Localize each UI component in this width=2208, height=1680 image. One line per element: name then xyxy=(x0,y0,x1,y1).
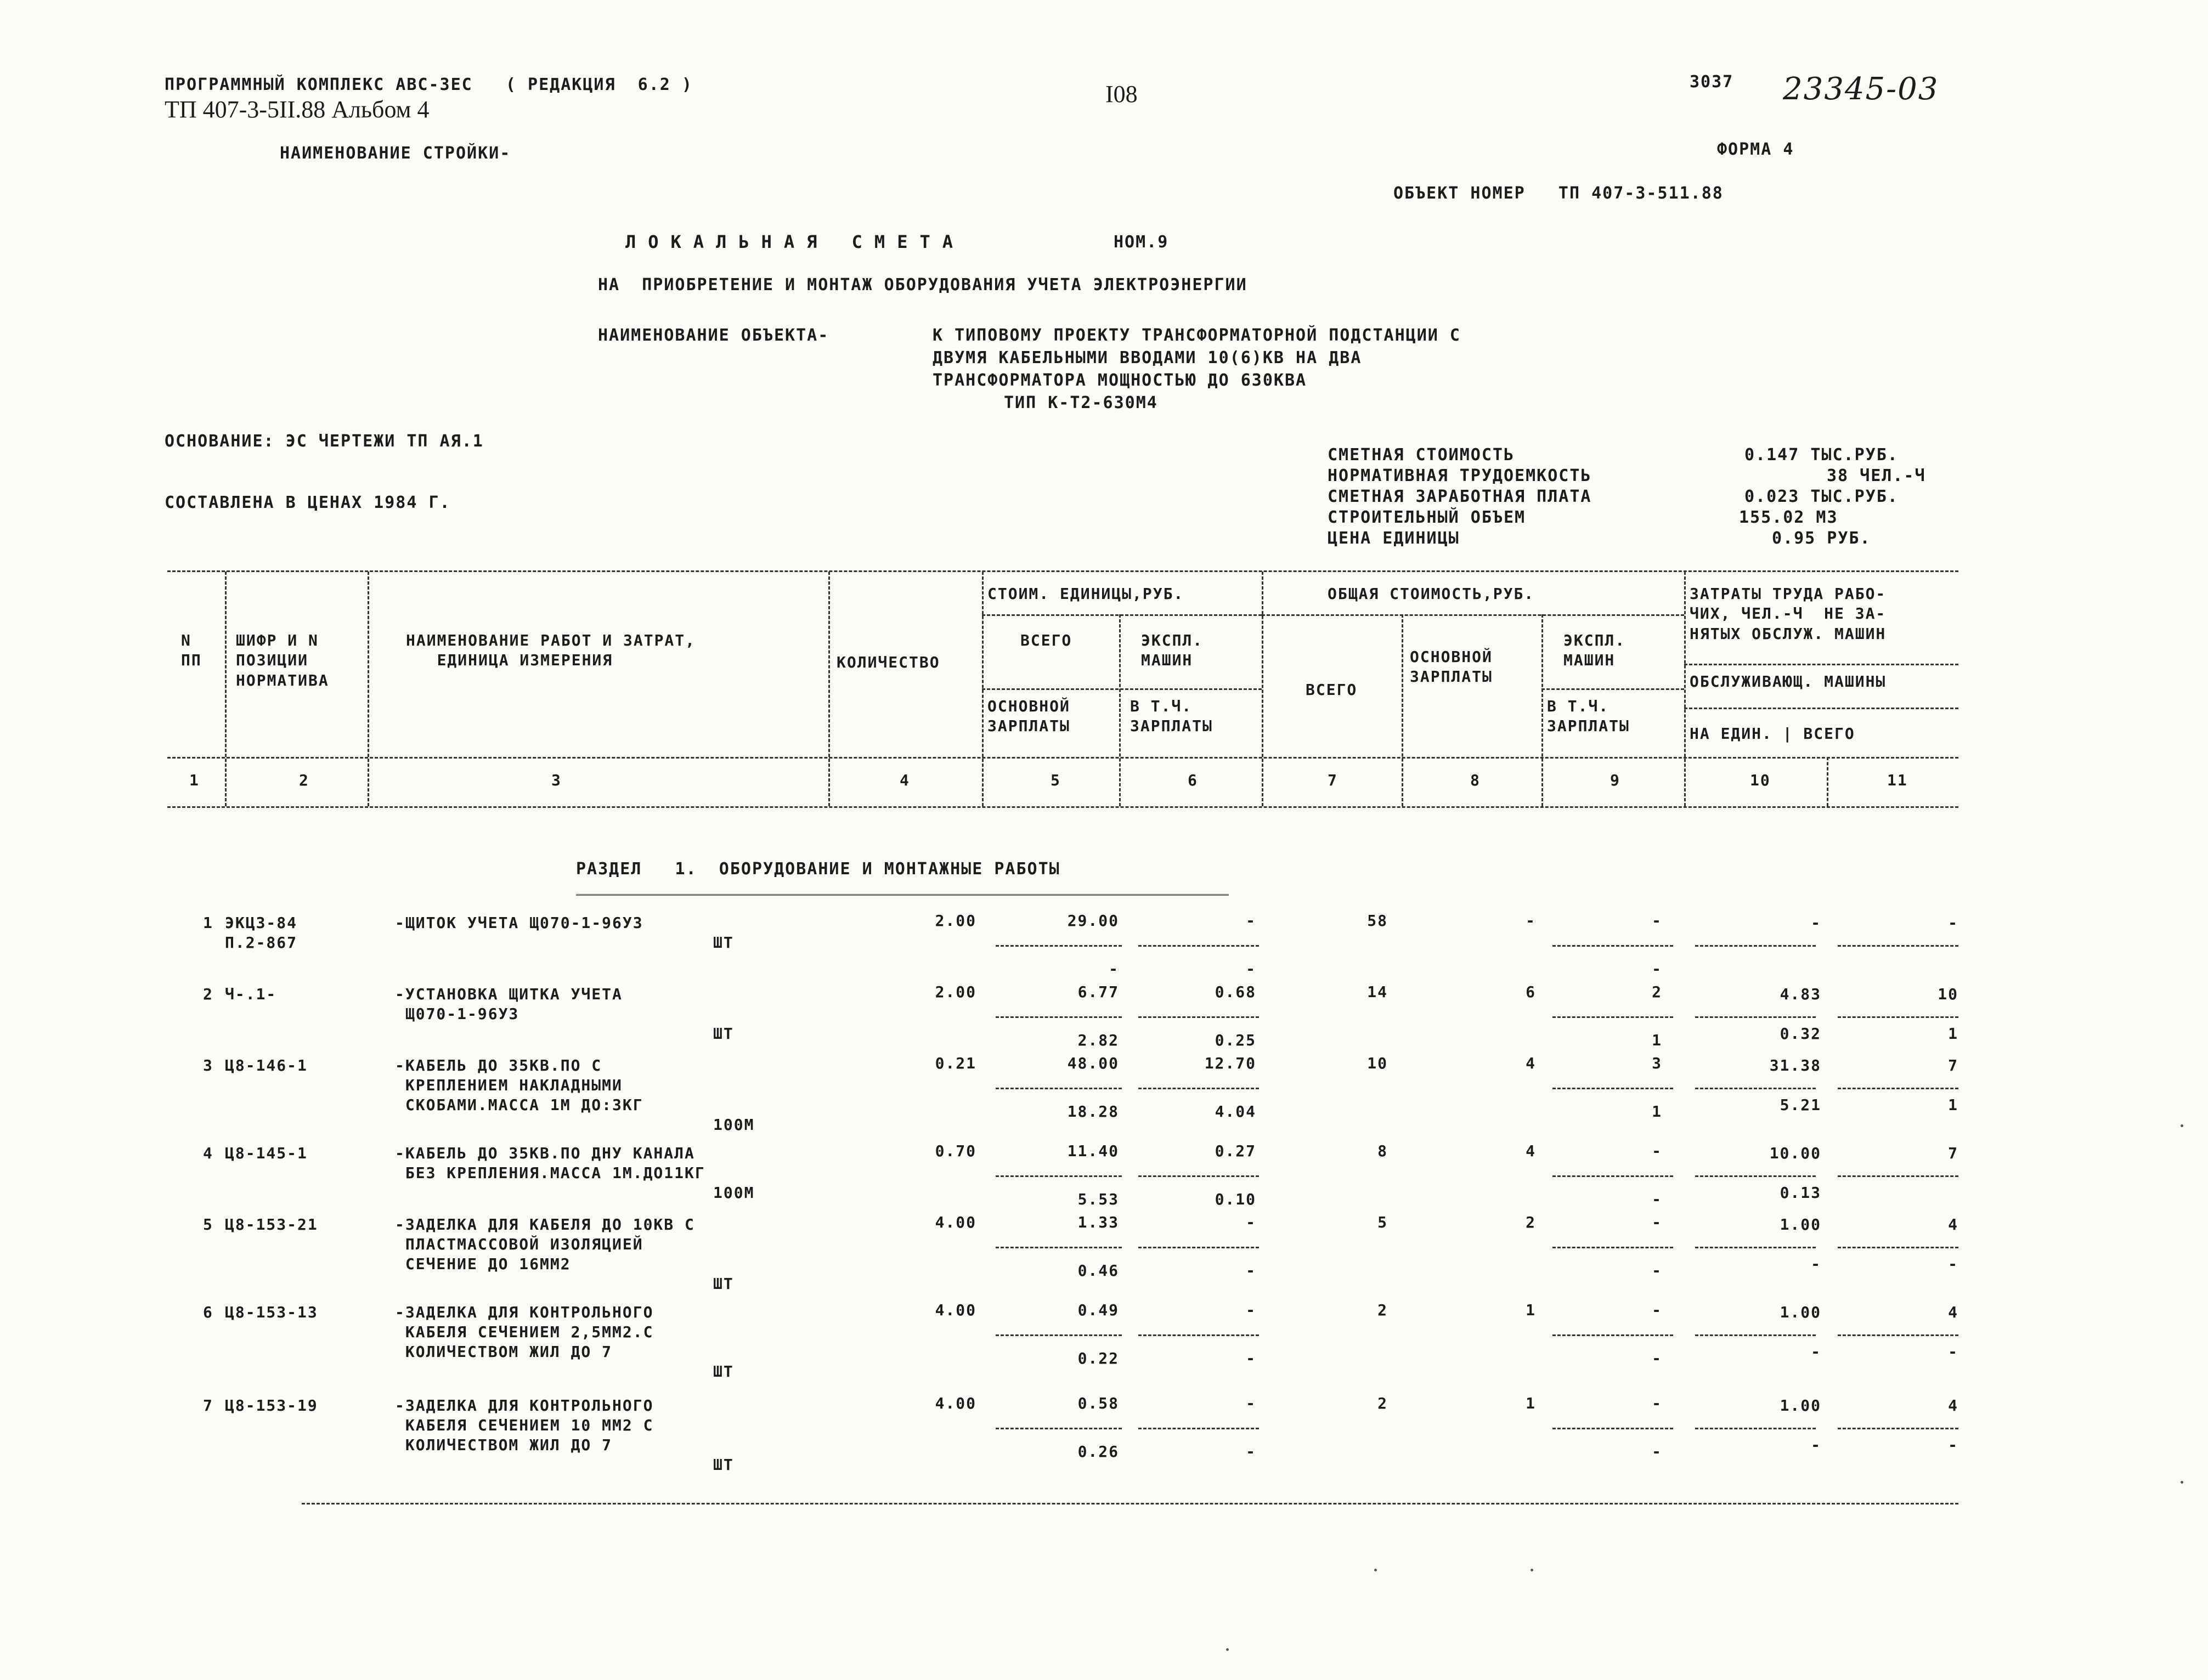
row-unit: ШТ xyxy=(713,1025,734,1043)
row-labor-unit: 31.38 5.21 xyxy=(1769,1056,1821,1114)
row-subrule xyxy=(996,1088,1122,1089)
object-line-2: ДВУМЯ КАБЕЛЬНЫМИ ВВОДАМИ 10(6)КВ НА ДВА xyxy=(933,348,1362,367)
doc-title: ЛОКАЛЬНАЯ СМЕТА xyxy=(625,231,965,252)
row-osn: 2 xyxy=(1526,1213,1536,1231)
th-labor-obsl: ОБСЛУЖИВАЮЩ. МАШИНЫ xyxy=(1690,672,1887,691)
colnum-3: 3 xyxy=(551,771,562,789)
row-name: -ЗАДЕЛКА ДЛЯ КАБЕЛЯ ДО 10КВ С ПЛАСТМАССОВОЙ ИЗОЛЯЦИЕЙ СЕЧЕНИЕ ДО 16ММ2 xyxy=(395,1215,695,1273)
row-price-mach: 12.70 xyxy=(1204,1054,1256,1072)
row-labor-unit: 10.00 0.13 xyxy=(1769,1144,1821,1202)
row-mach: 2 xyxy=(1652,983,1662,1001)
row-total: 14 xyxy=(1367,983,1388,1001)
row-labor-unit: - xyxy=(1811,914,1821,932)
row-price-all: 48.00 xyxy=(1067,1054,1119,1072)
row-number: 6 xyxy=(203,1303,213,1321)
th-total-ekspl: ЭКСПЛ. МАШИН xyxy=(1563,631,1626,670)
row-subrule xyxy=(1138,1247,1259,1248)
construction-name-label: НАИМЕНОВАНИЕ СТРОЙКИ- xyxy=(280,144,511,163)
row-labor-unit: 1.00 - xyxy=(1780,1215,1821,1273)
row-price-mach-zp: - xyxy=(1246,960,1256,978)
colnum-9: 9 xyxy=(1610,771,1620,789)
row-name: -ЩИТОК УЧЕТА Щ070-1-96У3 xyxy=(395,914,643,932)
row-unit: 100М xyxy=(713,1184,755,1202)
unit-cost-subrule2 xyxy=(982,688,1262,690)
th-total-osn: ОСНОВНОЙ ЗАРПЛАТЫ xyxy=(1410,648,1493,686)
th-labor-edin: НА ЕДИН. | ВСЕГО xyxy=(1690,725,1855,743)
row-unit: 100М xyxy=(713,1116,755,1134)
row-unit: ШТ xyxy=(713,1362,734,1381)
row-price-mach-zp: 0.10 xyxy=(1215,1190,1256,1208)
th-unit-ekspl: ЭКСПЛ. МАШИН xyxy=(1141,631,1204,670)
form-label: ФОРМА 4 xyxy=(1717,140,1794,159)
row-mach: 3 xyxy=(1652,1054,1662,1072)
row-total: 2 xyxy=(1377,1301,1388,1319)
row-price-mach: 0.27 xyxy=(1215,1142,1256,1160)
album-label: ТП 407-3-5II.88 Альбом 4 xyxy=(165,96,430,123)
th-total-vsego: ВСЕГО xyxy=(1306,681,1358,699)
row-osn: 1 xyxy=(1526,1394,1536,1412)
scan-speck xyxy=(1374,1569,1377,1571)
row-subrule xyxy=(1138,1428,1259,1429)
summary-value-5: 0.95 РУБ. xyxy=(1772,529,1871,548)
row-subrule xyxy=(1138,1334,1259,1336)
row-price-osn: 0.26 xyxy=(1077,1443,1119,1461)
th-unit-cost: СТОИМ. ЕДИНИЦЫ,РУБ. xyxy=(987,585,1184,603)
row-subrule xyxy=(996,945,1122,947)
table-top-rule xyxy=(167,570,1958,572)
row-qty: 0.70 xyxy=(935,1142,976,1160)
row-price-all: 1.33 xyxy=(1077,1213,1119,1231)
row-price-mach-zp: - xyxy=(1246,1443,1256,1461)
row-unit: ШТ xyxy=(713,1275,734,1293)
row-price-mach-zp: - xyxy=(1246,1262,1256,1280)
scan-speck xyxy=(1531,1569,1533,1571)
section-underline xyxy=(576,894,1229,896)
row-code: ЭКЦ3-84 П.2-867 xyxy=(225,914,298,952)
col-sep xyxy=(1684,572,1686,806)
row-osn: 1 xyxy=(1526,1301,1536,1319)
scan-speck xyxy=(1226,1648,1229,1651)
row-subrule xyxy=(1138,945,1259,947)
row-price-mach: 0.68 xyxy=(1215,983,1256,1001)
object-line-1: К ТИПОВОМУ ПРОЕКТУ ТРАНСФОРМАТОРНОЙ ПОДСТАНЦИИ С xyxy=(933,326,1461,345)
summary-value-1: 0.147 ТЫС.РУБ. xyxy=(1744,445,1899,465)
row-subrule xyxy=(1552,1088,1673,1089)
section-title: РАЗДЕЛ 1. ОБОРУДОВАНИЕ И МОНТАЖНЫЕ РАБОТЫ xyxy=(576,859,1060,879)
row-subrule xyxy=(1552,945,1673,947)
row-price-all: 29.00 xyxy=(1067,912,1119,930)
row-labor-all: 4 - xyxy=(1948,1215,1958,1273)
row-price-all: 6.77 xyxy=(1077,983,1119,1001)
row-total: 5 xyxy=(1377,1213,1388,1231)
row-subrule xyxy=(996,1428,1122,1429)
row-osn: 6 xyxy=(1526,983,1536,1001)
summary-label-5: ЦЕНА ЕДИНИЦЫ xyxy=(1328,529,1460,548)
row-subrule xyxy=(996,1175,1122,1177)
unit-cost-subrule xyxy=(982,614,1262,616)
th-unit-vtch: В Т.Ч. ЗАРПЛАТЫ xyxy=(1130,697,1213,736)
row-labor-all: 7 xyxy=(1948,1144,1958,1162)
colnum-11: 11 xyxy=(1887,771,1908,789)
row-price-all: 0.49 xyxy=(1077,1301,1119,1319)
row-mach: - xyxy=(1652,1301,1662,1319)
row-name: -КАБЕЛЬ ДО 35КВ.ПО ДНУ КАНАЛА БЕЗ КРЕПЛЕНИЯ.МАССА 1М.ДО11КГ xyxy=(395,1144,705,1182)
row-mach-zp: 1 xyxy=(1652,1031,1662,1049)
row-mach-zp: - xyxy=(1652,1190,1662,1208)
row-name: -УСТАНОВКА ЩИТКА УЧЕТА Щ070-1-96У3 xyxy=(395,985,623,1023)
th-unit-vsego: ВСЕГО xyxy=(1020,631,1072,649)
summary-value-3: 0.023 ТЫС.РУБ. xyxy=(1744,487,1899,506)
colnum-8: 8 xyxy=(1470,771,1481,789)
col-sep xyxy=(1262,572,1263,806)
total-cost-subrule2 xyxy=(1541,688,1684,690)
row-number: 1 xyxy=(203,914,213,932)
row-number: 2 xyxy=(203,985,213,1003)
col-sep xyxy=(368,572,369,806)
colnum-6: 6 xyxy=(1188,771,1198,789)
row-qty: 0.21 xyxy=(935,1054,976,1072)
col-sep xyxy=(1402,614,1403,806)
row-subrule xyxy=(1695,945,1816,947)
row-subrule xyxy=(996,1247,1122,1248)
basis: ОСНОВАНИЕ: ЭС ЧЕРТЕЖИ ТП АЯ.1 xyxy=(165,432,484,451)
row-name: -ЗАДЕЛКА ДЛЯ КОНТРОЛЬНОГО КАБЕЛЯ СЕЧЕНИЕМ 2,5ММ2.С КОЛИЧЕСТВОМ ЖИЛ ДО 7 xyxy=(395,1303,654,1361)
row-subrule xyxy=(1552,1428,1673,1429)
printed-code: 3037 xyxy=(1690,72,1734,92)
col-sep xyxy=(1119,614,1121,806)
row-code: Ц8-153-13 xyxy=(225,1303,318,1321)
row-price-mach: - xyxy=(1246,1394,1256,1412)
object-name-label: НАИМЕНОВАНИЕ ОБЪЕКТА- xyxy=(598,326,829,345)
row-mach-zp: - xyxy=(1652,1349,1662,1367)
row-subrule xyxy=(1552,1247,1673,1248)
object-line-4: ТИП К-Т2-630М4 xyxy=(1004,393,1158,412)
row-subrule xyxy=(1138,1175,1259,1177)
row-qty: 2.00 xyxy=(935,983,976,1001)
row-number: 4 xyxy=(203,1144,213,1162)
row-price-all: 11.40 xyxy=(1067,1142,1119,1160)
row-name: -КАБЕЛЬ ДО 35КВ.ПО С КРЕПЛЕНИЕМ НАКЛАДНЫМИ СКОБАМИ.МАССА 1М ДО:3КГ xyxy=(395,1056,643,1114)
col-sep xyxy=(225,572,227,806)
row-labor-all: 4 - xyxy=(1948,1303,1958,1361)
col-sep xyxy=(1541,614,1543,806)
row-number: 7 xyxy=(203,1396,213,1415)
th-qty: КОЛИЧЕСТВО xyxy=(837,653,940,671)
row-labor-all: 10 1 xyxy=(1938,985,1958,1043)
row-code: Ч-.1- xyxy=(225,985,277,1003)
object-line-3: ТРАНСФОРМАТОРА МОЩНОСТЬЮ ДО 630КВА xyxy=(933,371,1307,390)
row-subrule xyxy=(1552,1334,1673,1336)
th-labor: ЗАТРАТЫ ТРУДА РАБО- ЧИХ, ЧЕЛ.-Ч НЕ ЗА- НЯТЫХ ОБСЛУЖ. МАШИН xyxy=(1690,585,1887,643)
summary-value-2: 38 ЧЕЛ.-Ч xyxy=(1827,466,1926,485)
table-colnum-rule-top xyxy=(167,757,1958,759)
row-subrule xyxy=(996,1016,1122,1018)
th-total-vtch: В Т.Ч. ЗАРПЛАТЫ xyxy=(1547,697,1630,736)
table-colnum-rule-bottom xyxy=(167,806,1958,808)
row-total: 58 xyxy=(1367,912,1388,930)
colnum-7: 7 xyxy=(1328,771,1338,789)
summary-label-3: СМЕТНАЯ ЗАРАБОТНАЯ ПЛАТА xyxy=(1328,487,1592,506)
labor-subrule2 xyxy=(1684,708,1958,709)
scan-speck xyxy=(2181,1481,2183,1484)
row-price-osn: - xyxy=(1109,960,1119,978)
total-cost-subrule xyxy=(1262,614,1684,616)
row-labor-all: 7 1 xyxy=(1948,1056,1958,1114)
row-price-osn: 0.46 xyxy=(1077,1262,1119,1280)
row-price-osn: 5.53 xyxy=(1077,1190,1119,1208)
summary-label-4: СТРОИТЕЛЬНЫЙ ОБЪЕМ xyxy=(1328,508,1526,527)
row-labor-unit: 1.00 - xyxy=(1780,1303,1821,1361)
software-label: ПРОГРАММНЫЙ КОМПЛЕКС АВС-3ЕС ( РЕДАКЦИЯ 6.2 ) xyxy=(165,75,693,94)
prices-year: СОСТАВЛЕНА В ЦЕНАХ 1984 Г. xyxy=(165,493,451,512)
row-price-mach-zp: - xyxy=(1246,1349,1256,1367)
row-price-mach: - xyxy=(1246,1301,1256,1319)
th-name: НАИМЕНОВАНИЕ РАБОТ И ЗАТРАТ, ЕДИНИЦА ИЗМЕРЕНИЯ xyxy=(406,631,696,670)
row-name: -ЗАДЕЛКА ДЛЯ КОНТРОЛЬНОГО КАБЕЛЯ СЕЧЕНИЕМ 10 ММ2 С КОЛИЧЕСТВОМ ЖИЛ ДО 7 xyxy=(395,1396,654,1454)
row-qty: 4.00 xyxy=(935,1301,976,1319)
row-price-mach: - xyxy=(1246,1213,1256,1231)
row-osn: 4 xyxy=(1526,1142,1536,1160)
th-code: ШИФР И N ПОЗИЦИИ НОРМАТИВА xyxy=(236,631,329,689)
th-n: N ПП xyxy=(181,631,202,670)
row-mach-zp: 1 xyxy=(1652,1102,1662,1121)
summary-value-4: 155.02 М3 xyxy=(1739,508,1838,527)
row-mach-zp: - xyxy=(1652,1443,1662,1461)
labor-subrule xyxy=(1684,664,1958,665)
row-osn: - xyxy=(1526,912,1536,930)
row-subrule xyxy=(996,1334,1122,1336)
table-bottom-rule xyxy=(302,1503,1958,1504)
row-price-osn: 2.82 xyxy=(1077,1031,1119,1049)
colnum-4: 4 xyxy=(900,771,910,789)
colnum-2: 2 xyxy=(299,771,309,789)
col-sep xyxy=(1827,757,1828,806)
colnum-5: 5 xyxy=(1051,771,1061,789)
row-osn: 4 xyxy=(1526,1054,1536,1072)
doc-number: НОМ.9 xyxy=(1114,233,1169,252)
page-number: I08 xyxy=(1105,81,1138,108)
row-labor-all: 4 - xyxy=(1948,1396,1958,1454)
row-number: 3 xyxy=(203,1056,213,1074)
row-subrule xyxy=(1138,1016,1259,1018)
row-code: Ц8-145-1 xyxy=(225,1144,308,1162)
row-subrule xyxy=(1838,945,1958,947)
row-qty: 4.00 xyxy=(935,1213,976,1231)
row-mach-zp: - xyxy=(1652,1262,1662,1280)
row-mach: - xyxy=(1652,1394,1662,1412)
object-number: ОБЪЕКТ НОМЕР ТП 407-3-511.88 xyxy=(1393,184,1724,203)
row-price-osn: 18.28 xyxy=(1067,1102,1119,1121)
row-code: Ц8-146-1 xyxy=(225,1056,308,1074)
row-code: Ц8-153-21 xyxy=(225,1215,318,1234)
row-qty: 4.00 xyxy=(935,1394,976,1412)
summary-label-1: СМЕТНАЯ СТОИМОСТЬ xyxy=(1328,445,1515,465)
row-price-mach: - xyxy=(1246,912,1256,930)
row-mach: - xyxy=(1652,912,1662,930)
row-price-mach-zp: 0.25 xyxy=(1215,1031,1256,1049)
row-mach: - xyxy=(1652,1142,1662,1160)
row-unit: ШТ xyxy=(713,934,734,952)
col-sep xyxy=(828,572,830,806)
colnum-1: 1 xyxy=(189,771,200,789)
row-labor-unit: 1.00 - xyxy=(1780,1396,1821,1454)
row-code: Ц8-153-19 xyxy=(225,1396,318,1415)
row-qty: 2.00 xyxy=(935,912,976,930)
row-labor-unit: 4.83 0.32 xyxy=(1780,985,1821,1043)
row-subrule xyxy=(1552,1175,1673,1177)
row-mach-zp: - xyxy=(1652,960,1662,978)
th-total-cost: ОБЩАЯ СТОИМОСТЬ,РУБ. xyxy=(1328,585,1535,603)
row-mach: - xyxy=(1652,1213,1662,1231)
colnum-10: 10 xyxy=(1750,771,1771,789)
row-price-mach-zp: 4.04 xyxy=(1215,1102,1256,1121)
row-subrule xyxy=(1552,1016,1673,1018)
row-labor-all: - xyxy=(1948,914,1958,932)
row-price-osn: 0.22 xyxy=(1077,1349,1119,1367)
row-subrule xyxy=(1138,1088,1259,1089)
doc-subject: НА ПРИОБРЕТЕНИЕ И МОНТАЖ ОБОРУДОВАНИЯ УЧЕТА ЭЛЕКТРОЭНЕРГИИ xyxy=(598,275,1247,295)
row-unit: ШТ xyxy=(713,1456,734,1474)
row-total: 8 xyxy=(1377,1142,1388,1160)
summary-label-2: НОРМАТИВНАЯ ТРУДОЕМКОСТЬ xyxy=(1328,466,1592,485)
th-unit-osn: ОСНОВНОЙ ЗАРПЛАТЫ xyxy=(987,697,1070,736)
scan-speck xyxy=(2181,1124,2183,1127)
handwritten-code: 23345-03 xyxy=(1783,71,1939,107)
row-total: 10 xyxy=(1367,1054,1388,1072)
row-number: 5 xyxy=(203,1215,213,1234)
row-total: 2 xyxy=(1377,1394,1388,1412)
row-price-all: 0.58 xyxy=(1077,1394,1119,1412)
